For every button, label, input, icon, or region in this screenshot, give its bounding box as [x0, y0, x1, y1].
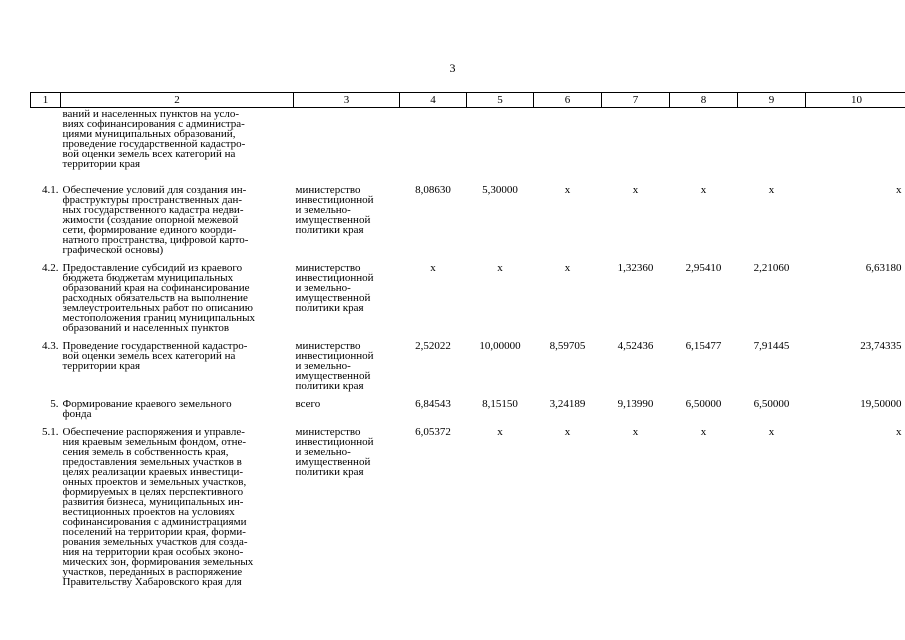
value-cell: 6,50000 [753, 398, 790, 410]
description-line: вой оценки земель всех категорий на [62, 148, 236, 160]
table-row [31, 185, 905, 255]
value-cell: х [564, 184, 571, 196]
description-line: образований и населенных пунктов [62, 322, 230, 334]
value-cell [738, 108, 806, 170]
value-cell: х [632, 184, 639, 196]
row-number: 4.2. [42, 262, 59, 274]
executor-line: инвестиционной [295, 194, 374, 206]
description-line: фонда [62, 408, 92, 420]
value-cell: х [564, 426, 571, 438]
value-cell: 6,63180 [865, 262, 902, 274]
value-cell: х [700, 184, 707, 196]
description-line: виях софинансирования с администра- [62, 118, 245, 130]
value-cell [400, 108, 467, 170]
budget-table [30, 92, 905, 587]
value-cell: 8,59705 [549, 340, 586, 352]
description-line: рования земельных участков для созда- [62, 536, 248, 548]
executor-line: политики края [295, 302, 364, 314]
executor-line: инвестиционной [295, 272, 374, 284]
responsible-executor [294, 185, 400, 255]
row-description [61, 263, 294, 333]
description-line: ния краевым земельным фондом, отне- [62, 436, 247, 448]
value-cell: 4,52436 [617, 340, 654, 352]
value-cell [467, 108, 534, 170]
description-line: образований края на софинансирование [62, 282, 250, 294]
value-cell: 2,95410 [685, 262, 722, 274]
row-number: 4.3. [42, 340, 59, 352]
value-cell: 6,50000 [685, 398, 722, 410]
table-row [31, 108, 905, 170]
value-cell [806, 108, 905, 170]
value-cell: 19,50000 [860, 398, 902, 410]
row-description [61, 341, 294, 391]
value-cell [670, 108, 738, 170]
value-cell: х [700, 426, 707, 438]
executor-line: политики края [295, 380, 364, 392]
page-number: 3 [449, 61, 456, 75]
row-number: 5.1. [42, 426, 59, 438]
value-cell: 2,21060 [753, 262, 790, 274]
row-spacer [31, 169, 905, 185]
column-header: 2 [61, 93, 294, 108]
value-cell: х [896, 184, 902, 196]
value-cell: 7,91445 [753, 340, 790, 352]
value-cell [602, 108, 670, 170]
description-line: участков, переданных в распоряжение [62, 566, 243, 578]
table-row [31, 399, 905, 419]
value-cell: 5,30000 [482, 184, 518, 196]
column-header: 10 [806, 93, 905, 108]
executor-line: инвестиционной [295, 436, 374, 448]
executor-line: и земельно- [295, 446, 351, 458]
executor-line: политики края [295, 224, 364, 236]
value-cell: х [430, 262, 436, 274]
table-row [31, 427, 905, 587]
row-description [61, 399, 294, 419]
responsible-executor [294, 108, 400, 170]
description-line: проведение государственной кадастро- [62, 138, 246, 150]
executor-line: всего [295, 398, 321, 410]
value-cell: 10,00000 [479, 340, 521, 352]
value-cell: 1,32360 [617, 262, 654, 274]
value-cell: х [497, 262, 503, 274]
column-header: 6 [534, 93, 602, 108]
value-cell: х [768, 426, 775, 438]
value-cell: 8,15150 [482, 398, 518, 410]
description-line: ных государственного кадастра недви- [62, 204, 244, 216]
executor-line: имущественной [295, 292, 371, 304]
row-number: 4.1. [42, 184, 59, 196]
column-header: 4 [400, 93, 467, 108]
value-cell [534, 108, 602, 170]
description-line: Обеспечение условий для создания ин- [62, 184, 247, 196]
description-line: циями муниципальных образований, [62, 128, 236, 140]
executor-line: имущественной [295, 214, 371, 226]
executor-line: министерство [295, 426, 361, 438]
description-line: Формирование краевого земельного [62, 398, 232, 410]
description-line: землеустроительных работ по описанию [62, 302, 253, 314]
executor-line: и земельно- [295, 204, 351, 216]
description-line: Правительству Хабаровского края для [62, 576, 242, 588]
table-row [31, 263, 905, 333]
value-cell: 6,84543 [415, 398, 451, 410]
column-header: 1 [31, 93, 61, 108]
description-line: графической основы) [62, 244, 164, 256]
row-number [31, 108, 61, 170]
executor-line: имущественной [295, 370, 371, 382]
description-line: ваний и населенных пунктов на усло- [62, 108, 240, 120]
executor-line: министерство [295, 262, 361, 274]
executor-line: политики края [295, 466, 364, 478]
value-cell: 9,13990 [617, 398, 654, 410]
description-line: расходных обязательств на выполнение [62, 292, 248, 304]
executor-line: министерство [295, 184, 361, 196]
description-line: местоположения границ муниципальных [62, 312, 255, 324]
responsible-executor [294, 263, 400, 333]
table-body [31, 108, 905, 588]
table-row [31, 341, 905, 391]
description-line: мических зон, формирования земельных [62, 556, 254, 568]
value-cell: 6,05372 [415, 426, 451, 438]
description-line: сения земель в собственность края, [62, 446, 229, 458]
description-line: развития бизнеса, муниципальных ин- [62, 496, 244, 508]
value-cell: х [564, 262, 571, 274]
description-line: бюджета бюджетам муниципальных [62, 272, 234, 284]
description-line: Предоставление субсидий из краевого [62, 262, 243, 274]
executor-line: министерство [295, 340, 361, 352]
executor-line: и земельно- [295, 282, 351, 294]
value-cell: 2,52022 [415, 340, 451, 352]
responsible-executor [294, 427, 400, 587]
column-header: 7 [602, 93, 670, 108]
value-cell: х [896, 426, 902, 438]
value-cell: х [497, 426, 503, 438]
description-line: поселений на территории края, форми- [62, 526, 246, 538]
value-cell: 6,15477 [685, 340, 722, 352]
column-header: 3 [294, 93, 400, 108]
description-line: предоставления земельных участков в [62, 456, 242, 468]
description-line: целях реализации краевых инвестици- [62, 466, 244, 478]
value-cell: 3,24189 [549, 398, 586, 410]
value-cell: х [768, 184, 775, 196]
header-row [31, 93, 905, 108]
description-line: формируемых в целях перспективного [62, 486, 244, 498]
executor-line: инвестиционной [295, 350, 374, 362]
responsible-executor [294, 399, 400, 419]
executor-line: имущественной [295, 456, 371, 468]
column-header: 9 [738, 93, 806, 108]
value-cell: 23,74335 [860, 340, 902, 352]
spacer-cell [31, 169, 905, 185]
description-line: Проведение государственной кадастро- [62, 340, 248, 352]
description-line: натного пространства, цифровой карто- [62, 234, 249, 246]
responsible-executor [294, 341, 400, 391]
description-line: вой оценки земель всех категорий на [62, 350, 236, 362]
row-description [61, 427, 294, 587]
description-line: софинансирования с администрациями [62, 516, 247, 528]
value-cell: 8,08630 [415, 184, 451, 196]
description-line: жимости (создание опорной межевой [62, 214, 239, 226]
row-number: 5. [50, 398, 59, 410]
row-description [61, 108, 294, 170]
row-description [61, 185, 294, 255]
description-line: Обеспечение распоряжения и управле- [62, 426, 245, 438]
description-line: территории края [62, 360, 141, 372]
value-cell: х [632, 426, 639, 438]
description-line: ния на территории края особых эконо- [62, 546, 244, 558]
column-header: 5 [467, 93, 534, 108]
description-line: сети, формирование единого коорди- [62, 224, 237, 236]
column-header: 8 [670, 93, 738, 108]
description-line: территории края [62, 158, 141, 170]
description-line: онных проектов и земельных участков, [62, 476, 247, 488]
description-line: фраструктуры пространственных дан- [62, 194, 243, 206]
description-line: вестиционных проектов на условиях [62, 506, 235, 518]
executor-line: и земельно- [295, 360, 351, 372]
